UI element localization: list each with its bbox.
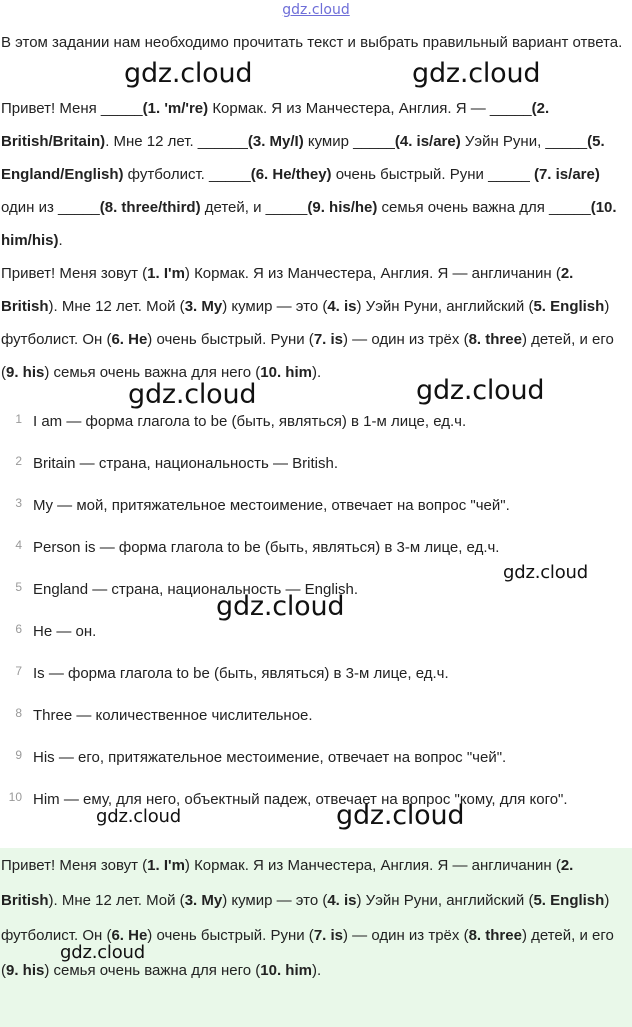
watermark: gdz.cloud — [216, 591, 345, 622]
answer-option: 6. He — [111, 331, 148, 348]
answer-part: ) — один из трёх ( — [343, 927, 469, 944]
explanation-number: 1 — [15, 412, 22, 426]
answer-option: 9. his — [6, 962, 45, 979]
answer-option: 10. him — [260, 962, 312, 979]
explanation-item — [0, 490, 632, 532]
answer-part: ) Кормак. Я из Манчестера, Англия. Я — англичанин ( — [184, 857, 561, 874]
answer-part: ). Мне 12 лет. Мой ( — [48, 892, 185, 909]
explanation-number: 6 — [15, 622, 22, 636]
answer-part: ) семья очень важна для него ( — [44, 364, 261, 381]
answer-option: 2. British — [1, 857, 574, 909]
explanation-number: 7 — [15, 664, 22, 678]
explanation-text: His — его, притяжательное местоимение, отвечает на вопрос "чей". — [33, 749, 507, 766]
watermark: gdz.cloud — [128, 379, 257, 410]
task-option: (9. his/he) — [307, 199, 378, 216]
answer-option: 4. is — [327, 892, 357, 909]
answer-option: 7. is — [313, 331, 343, 348]
answer-part: ) футболист. Он ( — [1, 298, 610, 348]
answer-part: ). Мне 12 лет. Мой ( — [48, 298, 185, 315]
task-part: футболист. _____ — [123, 166, 251, 183]
task-part: Кормак. Я из Манчестера, Англия. Я — _____ — [208, 100, 532, 117]
answer-part: ) кумир — это ( — [222, 892, 328, 909]
explanation-text: England — страна, национальность — English. — [33, 581, 359, 598]
answer-part: ) Кормак. Я из Манчестера, Англия. Я — англичанин ( — [184, 265, 561, 282]
explanation-item — [0, 448, 632, 490]
answer-option: 6. He — [111, 927, 148, 944]
watermark: gdz.cloud — [503, 562, 588, 583]
answer-text — [1, 257, 631, 389]
answer-part: ) — один из трёх ( — [343, 331, 469, 348]
answer-option: 4. is — [327, 298, 357, 315]
explanation-text: Him — ему, для него, объектный падеж, отвечает на вопрос "кому, для кого". — [33, 791, 568, 808]
watermark: gdz.cloud — [124, 58, 253, 89]
explanation-number: 4 — [15, 538, 22, 552]
watermark: gdz.cloud — [416, 375, 545, 406]
final-answer-text — [1, 848, 629, 988]
answer-part: ) Уэйн Руни, английский ( — [356, 298, 534, 315]
task-option: (7. is/are) — [533, 166, 600, 183]
explanation-number: 10 — [8, 790, 22, 804]
explanation-item — [0, 742, 632, 784]
answer-option: 5. English — [533, 892, 605, 909]
intro-text: В этом задании нам необходимо прочитать текст и выбрать правильный вариант ответа. — [1, 34, 623, 51]
task-option: (6. He/they) — [250, 166, 332, 183]
answer-part: ). — [311, 962, 322, 979]
watermark: gdz.cloud — [336, 800, 465, 831]
explanation-text: Britain — страна, национальность — British. — [33, 455, 338, 472]
answer-option: 8. three — [468, 331, 522, 348]
explanation-item — [0, 406, 632, 448]
explanation-text: Is — форма глагола to be (быть, являться) в 3-м лице, ед.ч. — [33, 665, 449, 682]
task-option: (3. My/I) — [247, 133, 304, 150]
site-watermark-top[interactable]: gdz.cloud — [282, 2, 350, 18]
answer-option: 2. British — [1, 265, 574, 315]
explanation-number: 8 — [15, 706, 22, 720]
answer-part: ) очень быстрый. Руни ( — [147, 331, 314, 348]
answer-option: 8. three — [468, 927, 522, 944]
answer-part: ) кумир — это ( — [222, 298, 328, 315]
task-text — [1, 92, 631, 257]
task-option: (4. is/are) — [394, 133, 461, 150]
answer-option: 1. I'm — [147, 265, 185, 282]
answer-option: 3. My — [184, 298, 223, 315]
answer-part: ) детей, и его ( — [1, 927, 614, 979]
task-option: (10. him/his) — [1, 199, 617, 249]
explanation-text: My — мой, притяжательное местоимение, отвечает на вопрос "чей". — [33, 497, 510, 514]
explanation-number: 9 — [15, 748, 22, 762]
task-part: один из _____ — [1, 199, 100, 216]
explanation-number: 2 — [15, 454, 22, 468]
explanation-item — [0, 700, 632, 742]
answer-part: Привет! Меня зовут ( — [1, 857, 148, 874]
answer-part: ). — [311, 364, 322, 381]
explanation-text: He — он. — [33, 623, 97, 640]
task-option: (8. three/third) — [99, 199, 201, 216]
answer-option: 1. I'm — [147, 857, 185, 874]
task-part: . Мне 12 лет. ______ — [105, 133, 248, 150]
answer-option: 10. him — [260, 364, 312, 381]
task-part: детей, и _____ — [200, 199, 308, 216]
explanation-text: I am — форма глагола to be (быть, являться) в 1-м лице, ед.ч. — [33, 413, 467, 430]
task-option: (5. England/English) — [1, 133, 605, 183]
watermark: gdz.cloud — [60, 942, 145, 963]
answer-part: Привет! Меня зовут ( — [1, 265, 148, 282]
task-part: Привет! Меня _____ — [1, 100, 143, 117]
explanation-text: Person is — форма глагола to be (быть, являться) в 3-м лице, ед.ч. — [33, 539, 500, 556]
watermark: gdz.cloud — [412, 58, 541, 89]
explanation-item — [0, 784, 632, 826]
task-part: Уэйн Руни, _____ — [460, 133, 588, 150]
explanation-item — [0, 658, 632, 700]
explanation-number: 3 — [15, 496, 22, 510]
answer-option: 7. is — [313, 927, 343, 944]
answer-highlight-box — [0, 848, 632, 1027]
explanation-number: 5 — [15, 580, 22, 594]
answer-part: ) детей, и его ( — [1, 331, 614, 381]
task-part: . — [58, 232, 63, 249]
answer-part: ) Уэйн Руни, английский ( — [356, 892, 534, 909]
explanation-item — [0, 616, 632, 658]
answer-part: ) семья очень важна для него ( — [44, 962, 261, 979]
task-part: семья очень важна для _____ — [377, 199, 591, 216]
answer-part: ) очень быстрый. Руни ( — [147, 927, 314, 944]
task-part: кумир _____ — [303, 133, 395, 150]
task-option: (2. British/Britain) — [1, 100, 550, 150]
answer-option: 9. his — [6, 364, 45, 381]
answer-option: 3. My — [184, 892, 223, 909]
answer-option: 5. English — [533, 298, 605, 315]
watermark: gdz.cloud — [96, 806, 181, 827]
answer-part: ) футболист. Он ( — [1, 892, 610, 944]
task-part: очень быстрый. Руни _____ — [331, 166, 534, 183]
task-option: (1. 'm/'re) — [142, 100, 209, 117]
explanation-text: Three — количественное числительное. — [33, 707, 313, 724]
